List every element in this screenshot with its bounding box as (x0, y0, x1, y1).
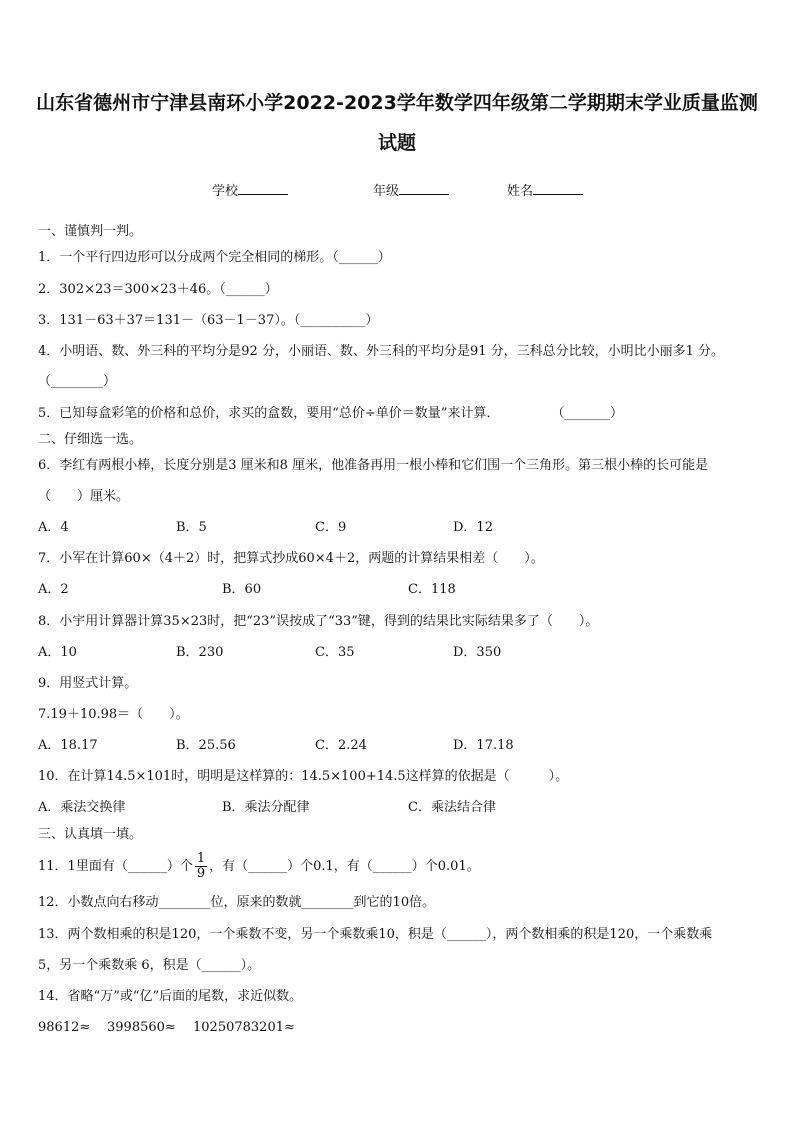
question-7: 7．小军在计算60×（4＋2）时，把算式抄成60×4＋2，两题的计算结果相差（ ）。 (38, 551, 544, 566)
name-field (507, 180, 583, 199)
grade-field (373, 180, 449, 199)
q6-option-a[interactable]: A．4 (38, 520, 69, 535)
fraction-numerator: 1 (196, 851, 206, 866)
q11-text-after: ，有（______）个0.1，有（______）个0.01。 (209, 859, 480, 874)
school-field (212, 180, 288, 199)
question-8: 8．小宇用计算器计算35×23时，把“23”误按成了“33”键，得到的结果比实际结果多了（ ）。 (38, 614, 599, 629)
question-4-line2: （________） (38, 374, 117, 389)
grade-label: 年级 (373, 184, 400, 199)
q7-option-c[interactable]: C．118 (408, 582, 456, 597)
q14-item-3: 10250783201≈ (193, 1020, 295, 1035)
school-blank[interactable] (238, 182, 288, 195)
q10-option-a[interactable]: A．乘法交换律 (38, 800, 126, 815)
q10-option-c[interactable]: C．乘法结合律 (408, 800, 496, 815)
grade-blank[interactable] (399, 182, 449, 195)
question-9: 9．用竖式计算。 (38, 676, 138, 691)
question-6-line2: （ ）厘米。 (38, 489, 130, 504)
page-title-line2: 试题 (377, 132, 416, 154)
q8-option-d[interactable]: D．350 (453, 645, 502, 660)
q9-option-d[interactable]: D．17.18 (453, 738, 514, 753)
q8-option-c[interactable]: C．35 (315, 645, 355, 660)
q11-text-before: 11．1里面有（______）个 (38, 859, 193, 874)
question-3: 3．131－63＋37＝131－（63－1－37）。（__________） (38, 313, 379, 328)
q14-item-2: 3998560≈ (107, 1020, 176, 1035)
question-4-line1: 4．小明语、数、外三科的平均分是92 分，小丽语、数、外三科的平均分是91 分，三科总分比较，小明比小丽多1 分。 (38, 344, 725, 359)
fraction-denominator: 9 (196, 866, 206, 881)
question-11 (38, 850, 480, 884)
section-heading-3: 三、认真填一填。 (38, 827, 143, 842)
question-13-line2: 5，另一个乘数乘 6，积是（______）。 (38, 958, 261, 973)
school-label: 学校 (212, 184, 239, 199)
section-heading-2: 二、仔细选一选。 (38, 432, 143, 447)
name-label: 姓名 (507, 184, 534, 199)
q9-option-a[interactable]: A．18.17 (38, 738, 98, 753)
question-14: 14．省略“万”或“亿”后面的尾数，求近似数。 (38, 989, 303, 1004)
q6-option-b[interactable]: B．5 (176, 520, 207, 535)
q6-option-d[interactable]: D．12 (453, 520, 493, 535)
q10-option-b[interactable]: B．乘法分配律 (222, 800, 310, 815)
name-blank[interactable] (533, 182, 583, 195)
question-2: 2．302×23＝300×23＋46。（______） (38, 282, 278, 297)
question-1: 1．一个平行四边形可以分成两个完全相同的梯形。（______） (38, 250, 391, 265)
section-heading-1: 一、谨慎判一判。 (38, 224, 143, 239)
q14-item-1: 98612≈ (38, 1020, 91, 1035)
question-13-line1: 13．两个数相乘的积是120，一个乘数不变，另一个乘数乘10，积是（______），两个数相乘的积是120，一个乘数乘 (38, 927, 713, 942)
page-title-line1: 山东省德州市宁津县南环小学2022-2023学年数学四年级第二学期期末学业质量监测 (36, 92, 758, 114)
q9-option-b[interactable]: B．25.56 (176, 738, 236, 753)
q7-option-a[interactable]: A．2 (38, 582, 69, 597)
question-6-line1: 6．李红有两根小棒，长度分别是3 厘米和8 厘米，他准备再用一根小棒和它们围一个三角形。第三根小棒的长可能是 (38, 458, 709, 473)
q6-option-c[interactable]: C．9 (315, 520, 347, 535)
q7-option-b[interactable]: B．60 (222, 582, 262, 597)
q8-option-a[interactable]: A．10 (38, 645, 77, 660)
q9-option-c[interactable]: C．2.24 (315, 738, 367, 753)
fraction-one-ninth (195, 852, 207, 881)
question-12: 12．小数点向右移动________位，原来的数就________到它的10倍。 (38, 895, 436, 910)
question-5: 5．已知每盒彩笔的价格和总价，求买的盒数，要用“总价÷单价＝数量”来计算． （_______） (38, 406, 623, 421)
q8-option-b[interactable]: B．230 (176, 645, 224, 660)
question-9-expression: 7.19＋10.98＝（ ）。 (38, 707, 189, 722)
question-10: 10．在计算14.5×101时，明明是这样算的：14.5×100+14.5这样算的依据是（ ）。 (38, 769, 569, 784)
